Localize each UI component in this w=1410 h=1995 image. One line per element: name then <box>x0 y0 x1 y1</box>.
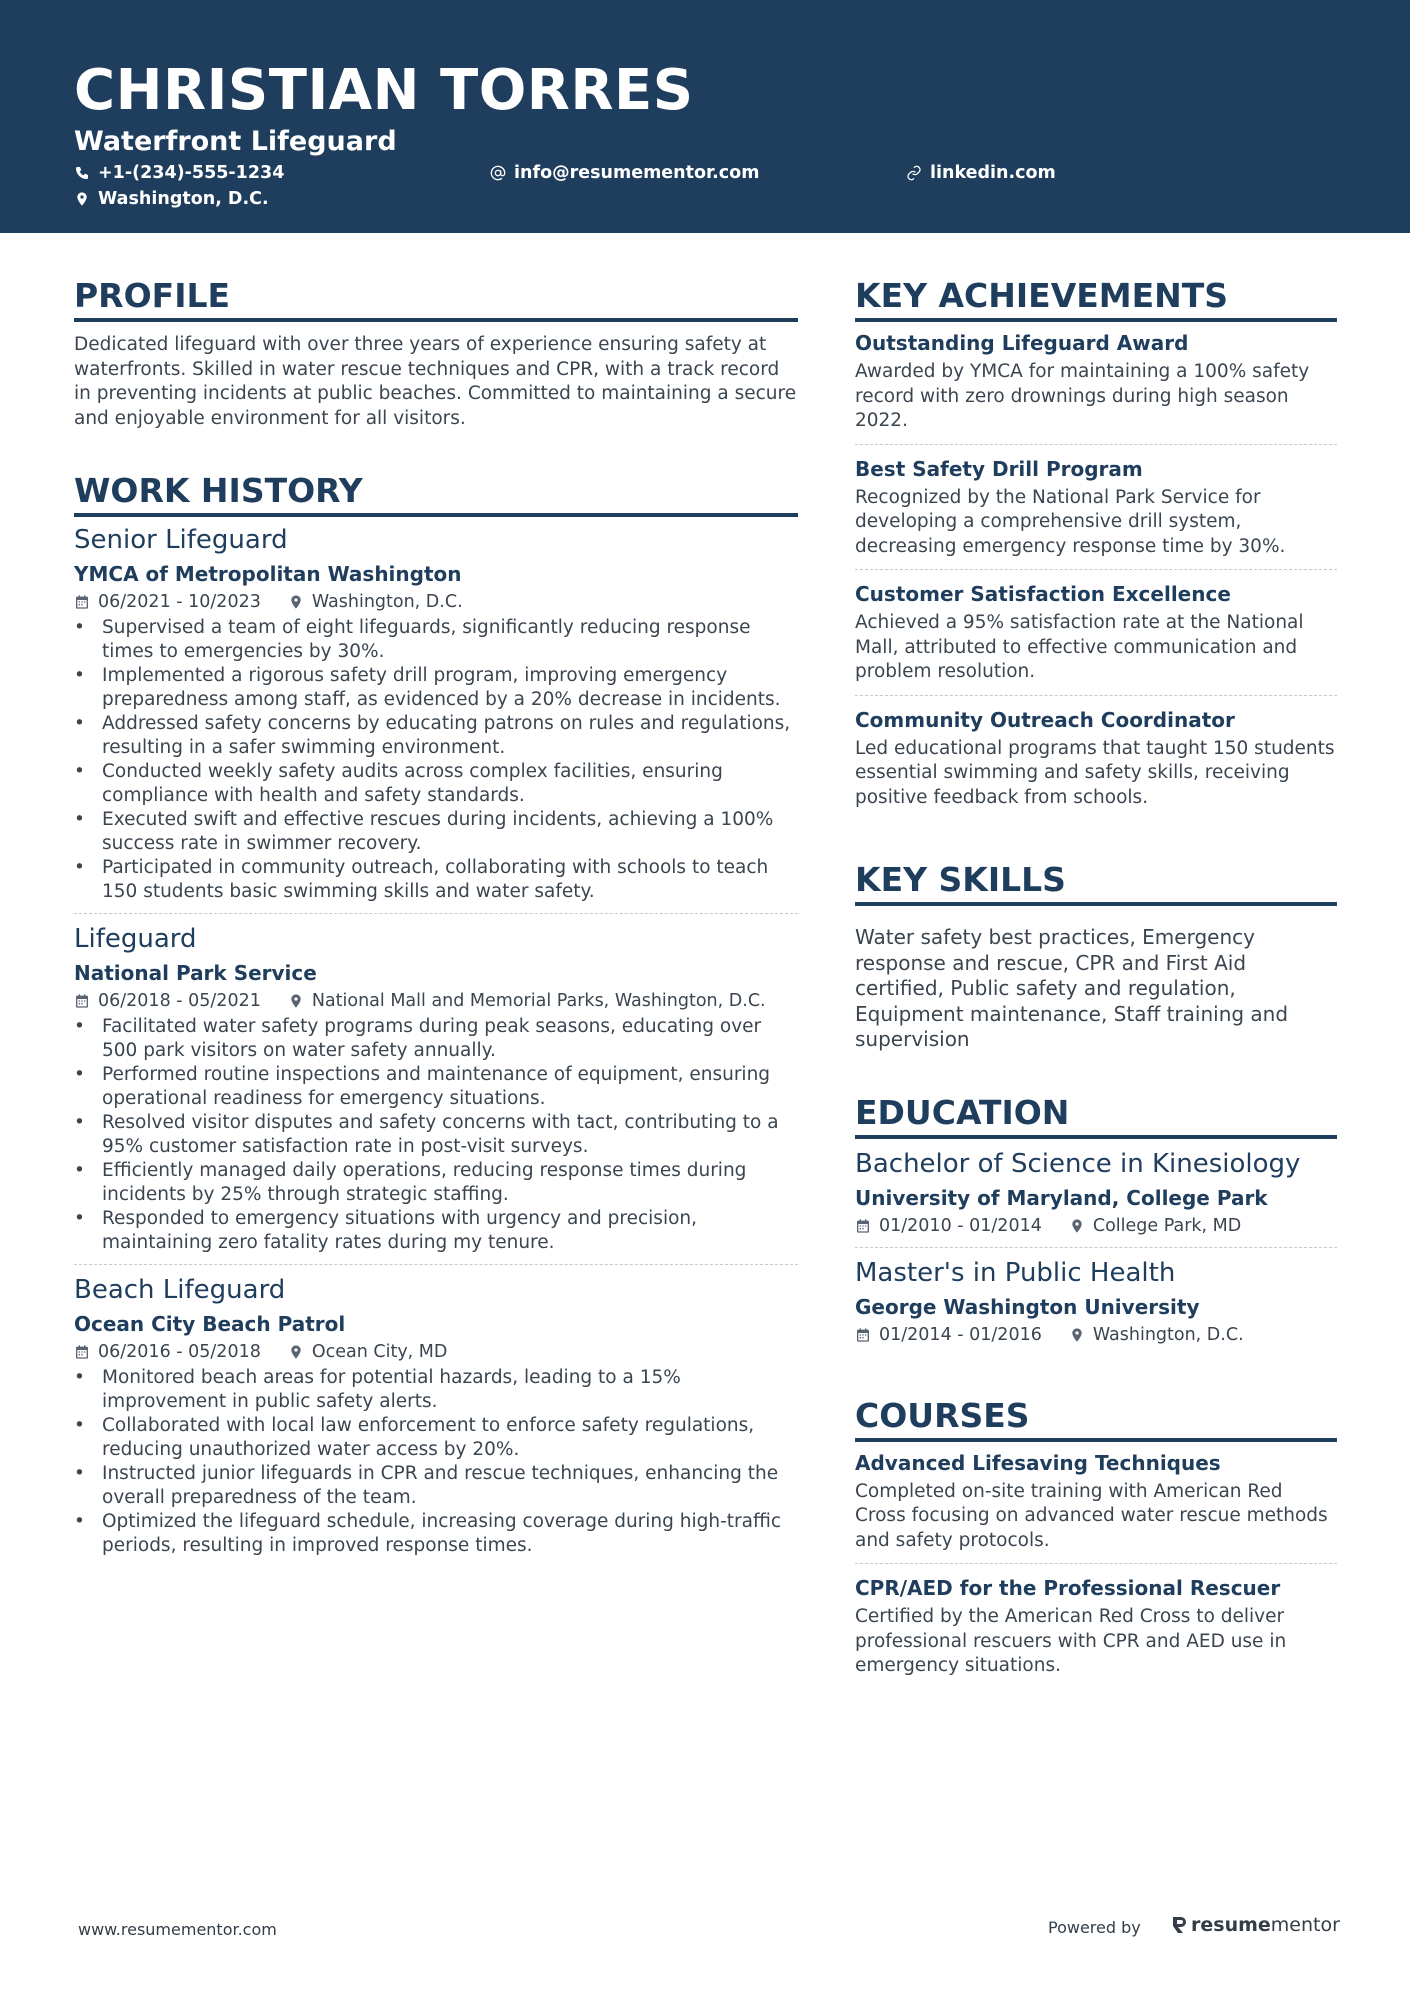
bullet-item: • Facilitated water safety programs during peak seasons, educating over 500 park visitors on water safety annually. <box>74 1015 798 1063</box>
achievement-item <box>855 707 1337 821</box>
section-heading-profile: PROFILE <box>74 276 798 322</box>
job-dates: 06/2018 - 05/2021 <box>98 991 261 1011</box>
education-location: College Park, MD <box>1092 1215 1242 1236</box>
achievement-title: Customer Satisfaction Excellence <box>855 582 1231 606</box>
contact-linkedin[interactable] <box>906 163 1056 183</box>
achievement-title: Outstanding Lifeguard Award <box>855 331 1189 355</box>
resume-header <box>0 0 1410 233</box>
contact-phone <box>74 163 284 183</box>
footer-website[interactable]: www.resumementor.com <box>78 1920 277 1939</box>
right-column <box>855 276 1337 1729</box>
bullet-item: • Addressed safety concerns by educating patrons on rules and regulations, resulting in a safer swimming environment. <box>74 712 798 760</box>
job-entry <box>74 922 798 1265</box>
profile-section <box>74 276 798 431</box>
phone-icon <box>74 165 90 181</box>
location-text: Washington, D.C. <box>98 189 269 209</box>
bullet-item: • Responded to emergency situations with urgency and precision, maintaining zero fatality rates during my tenure. <box>74 1207 798 1255</box>
achievement-title: Community Outreach Coordinator <box>855 707 1235 732</box>
candidate-title: Waterfront Lifeguard <box>74 126 397 157</box>
linkedin-text[interactable]: linkedin.com <box>930 163 1056 183</box>
bullet-item: • Collaborated with local law enforcement to enforce safety regulations, reducing unauthorized water access by 20%. <box>74 1414 798 1462</box>
map-pin-icon <box>288 594 304 610</box>
achievement-item <box>855 330 1337 445</box>
profile-text: Dedicated lifeguard with over three years of experience ensuring safety at waterfronts. Skilled in water rescue techniques and CPR, with a track record in preventing incidents at public beaches. Committed to maintaining a secure and enjoyable environment for all visitors. <box>74 334 797 429</box>
achievement-desc: Awarded by YMCA for maintaining a 100% safety record with zero drownings during high season 2022. <box>855 361 1310 431</box>
bullet-item: • Conducted weekly safety audits across complex facilities, ensuring compliance with health and safety standards. <box>74 760 798 808</box>
job-location: Washington, D.C. <box>311 592 463 612</box>
job-location: National Mall and Memorial Parks, Washington, D.C. <box>311 991 766 1011</box>
job-bullets <box>74 616 798 904</box>
job-bullets <box>74 1366 798 1558</box>
job-dates: 06/2016 - 05/2018 <box>98 1342 261 1362</box>
footer-powered-by: Powered by <box>1048 1918 1141 1937</box>
job-meta <box>74 591 798 613</box>
course-desc: Certified by the American Red Cross to deliver professional rescuers with CPR and AED use in emergency situations. <box>855 1606 1287 1676</box>
link-icon <box>906 165 922 181</box>
bullet-item: • Monitored beach areas for potential hazards, leading to a 15% improvement in public safety alerts. <box>74 1366 798 1414</box>
brand-logo[interactable] <box>1171 1914 1340 1936</box>
email-text[interactable]: info@resumementor.com <box>514 163 760 183</box>
map-pin-icon <box>1069 1327 1085 1343</box>
bullet-item: • Executed swift and effective rescues during incidents, achieving a 100% success rate in swimmer recovery. <box>74 808 798 856</box>
job-company: Ocean City Beach Patrol <box>74 1312 346 1336</box>
section-heading-education: EDUCATION <box>855 1093 1337 1139</box>
job-meta <box>74 990 798 1012</box>
job-entry <box>74 1273 798 1567</box>
map-pin-icon <box>74 191 90 207</box>
job-company: National Park Service <box>74 961 317 985</box>
course-title: CPR/AED for the Professional Rescuer <box>855 1576 1281 1600</box>
education-location: Washington, D.C. <box>1092 1324 1244 1345</box>
achievement-item <box>855 581 1337 696</box>
calendar-icon <box>74 993 90 1009</box>
job-company: YMCA of Metropolitan Washington <box>74 562 462 586</box>
bullet-item: • Supervised a team of eight lifeguards, significantly reducing response times to emergencies by 30%. <box>74 616 798 664</box>
section-heading-courses: COURSES <box>855 1396 1337 1442</box>
brand-name-light: mentor <box>1270 1914 1340 1936</box>
job-meta <box>74 1341 798 1363</box>
achievement-desc: Recognized by the National Park Service for developing a comprehensive drill system, decreasing emergency response time by 30%. <box>855 486 1286 557</box>
map-pin-icon <box>288 1344 304 1360</box>
bullet-item: • Resolved visitor disputes and safety concerns with tact, contributing to a 95% customer satisfaction rate in post-visit surveys. <box>74 1111 798 1159</box>
achievement-desc: Led educational programs that taught 150 students essential swimming and safety skills, receiving positive feedback from schools. <box>855 737 1335 808</box>
calendar-icon <box>855 1327 871 1343</box>
education-school: George Washington University <box>855 1294 1200 1319</box>
courses-section <box>855 1396 1337 1689</box>
job-entry <box>74 523 798 914</box>
bullet-item: • Optimized the lifeguard schedule, increasing coverage during high-traffic periods, resulting in improved response times. <box>74 1510 798 1558</box>
calendar-icon <box>74 1344 90 1360</box>
education-meta <box>855 1215 1337 1237</box>
key-achievements-section <box>855 276 1337 820</box>
bullet-item: • Instructed junior lifeguards in CPR and rescue techniques, enhancing the overall preparedness of the team. <box>74 1462 798 1510</box>
brand-mark-icon <box>1171 1915 1187 1935</box>
left-column <box>74 276 798 1607</box>
job-title: Senior Lifeguard <box>74 525 288 555</box>
bullet-item: • Performed routine inspections and maintenance of equipment, ensuring operational readiness for emergency situations. <box>74 1063 798 1111</box>
brand-name-bold: resume <box>1191 1914 1271 1936</box>
job-title: Beach Lifeguard <box>74 1275 286 1305</box>
education-dates: 01/2010 - 01/2014 <box>879 1215 1042 1236</box>
education-item <box>855 1256 1337 1356</box>
job-location: Ocean City, MD <box>311 1342 448 1362</box>
education-item <box>855 1147 1337 1248</box>
bullet-item: • Implemented a rigorous safety drill program, improving emergency preparedness among staff, as evidenced by a 20% decrease in incidents. <box>74 664 798 712</box>
contact-email[interactable] <box>490 163 759 183</box>
course-desc: Completed on-site training with American Red Cross focusing on advanced water rescue methods and safety protocols. <box>855 1480 1328 1551</box>
course-item <box>855 1575 1337 1689</box>
at-sign-icon <box>490 165 506 181</box>
candidate-name: CHRISTIAN TORRES <box>74 58 694 123</box>
education-school: University of Maryland, College Park <box>855 1185 1268 1210</box>
education-section <box>855 1093 1337 1356</box>
education-meta <box>855 1324 1337 1346</box>
education-degree: Bachelor of Science in Kinesiology <box>855 1148 1301 1179</box>
calendar-icon <box>855 1218 871 1234</box>
map-pin-icon <box>1069 1218 1085 1234</box>
education-dates: 01/2014 - 01/2016 <box>879 1324 1042 1345</box>
job-bullets <box>74 1015 798 1255</box>
course-item <box>855 1450 1337 1565</box>
contact-location <box>74 189 269 209</box>
key-skills-section <box>855 860 1337 1053</box>
section-heading-key-achievements: KEY ACHIEVEMENTS <box>855 276 1337 322</box>
section-heading-key-skills: KEY SKILLS <box>855 860 1337 906</box>
work-history-section <box>74 471 798 1567</box>
job-title: Lifeguard <box>74 924 197 954</box>
achievement-item <box>855 456 1337 571</box>
calendar-icon <box>74 594 90 610</box>
achievement-title: Best Safety Drill Program <box>855 456 1143 481</box>
bullet-item: • Efficiently managed daily operations, reducing response times during incidents by 25% through strategic staffing. <box>74 1159 798 1207</box>
bullet-item: • Participated in community outreach, collaborating with schools to teach 150 students basic swimming skills and water safety. <box>74 856 798 904</box>
skills-text: Water safety best practices, Emergency response and rescue, CPR and First Aid certified, Public safety and regulation, Equipment maintenance, Staff training and supervision <box>855 925 1289 1051</box>
section-heading-work-history: WORK HISTORY <box>74 471 798 517</box>
course-title: Advanced Lifesaving Techniques <box>855 1450 1221 1475</box>
phone-text: +1-(234)-555-1234 <box>98 163 285 183</box>
achievement-desc: Achieved a 95% satisfaction rate at the National Mall, attributed to effective communication and problem resolution. <box>855 612 1304 682</box>
map-pin-icon <box>288 993 304 1009</box>
education-degree: Master's in Public Health <box>855 1257 1176 1288</box>
job-dates: 06/2021 - 10/2023 <box>98 592 261 612</box>
